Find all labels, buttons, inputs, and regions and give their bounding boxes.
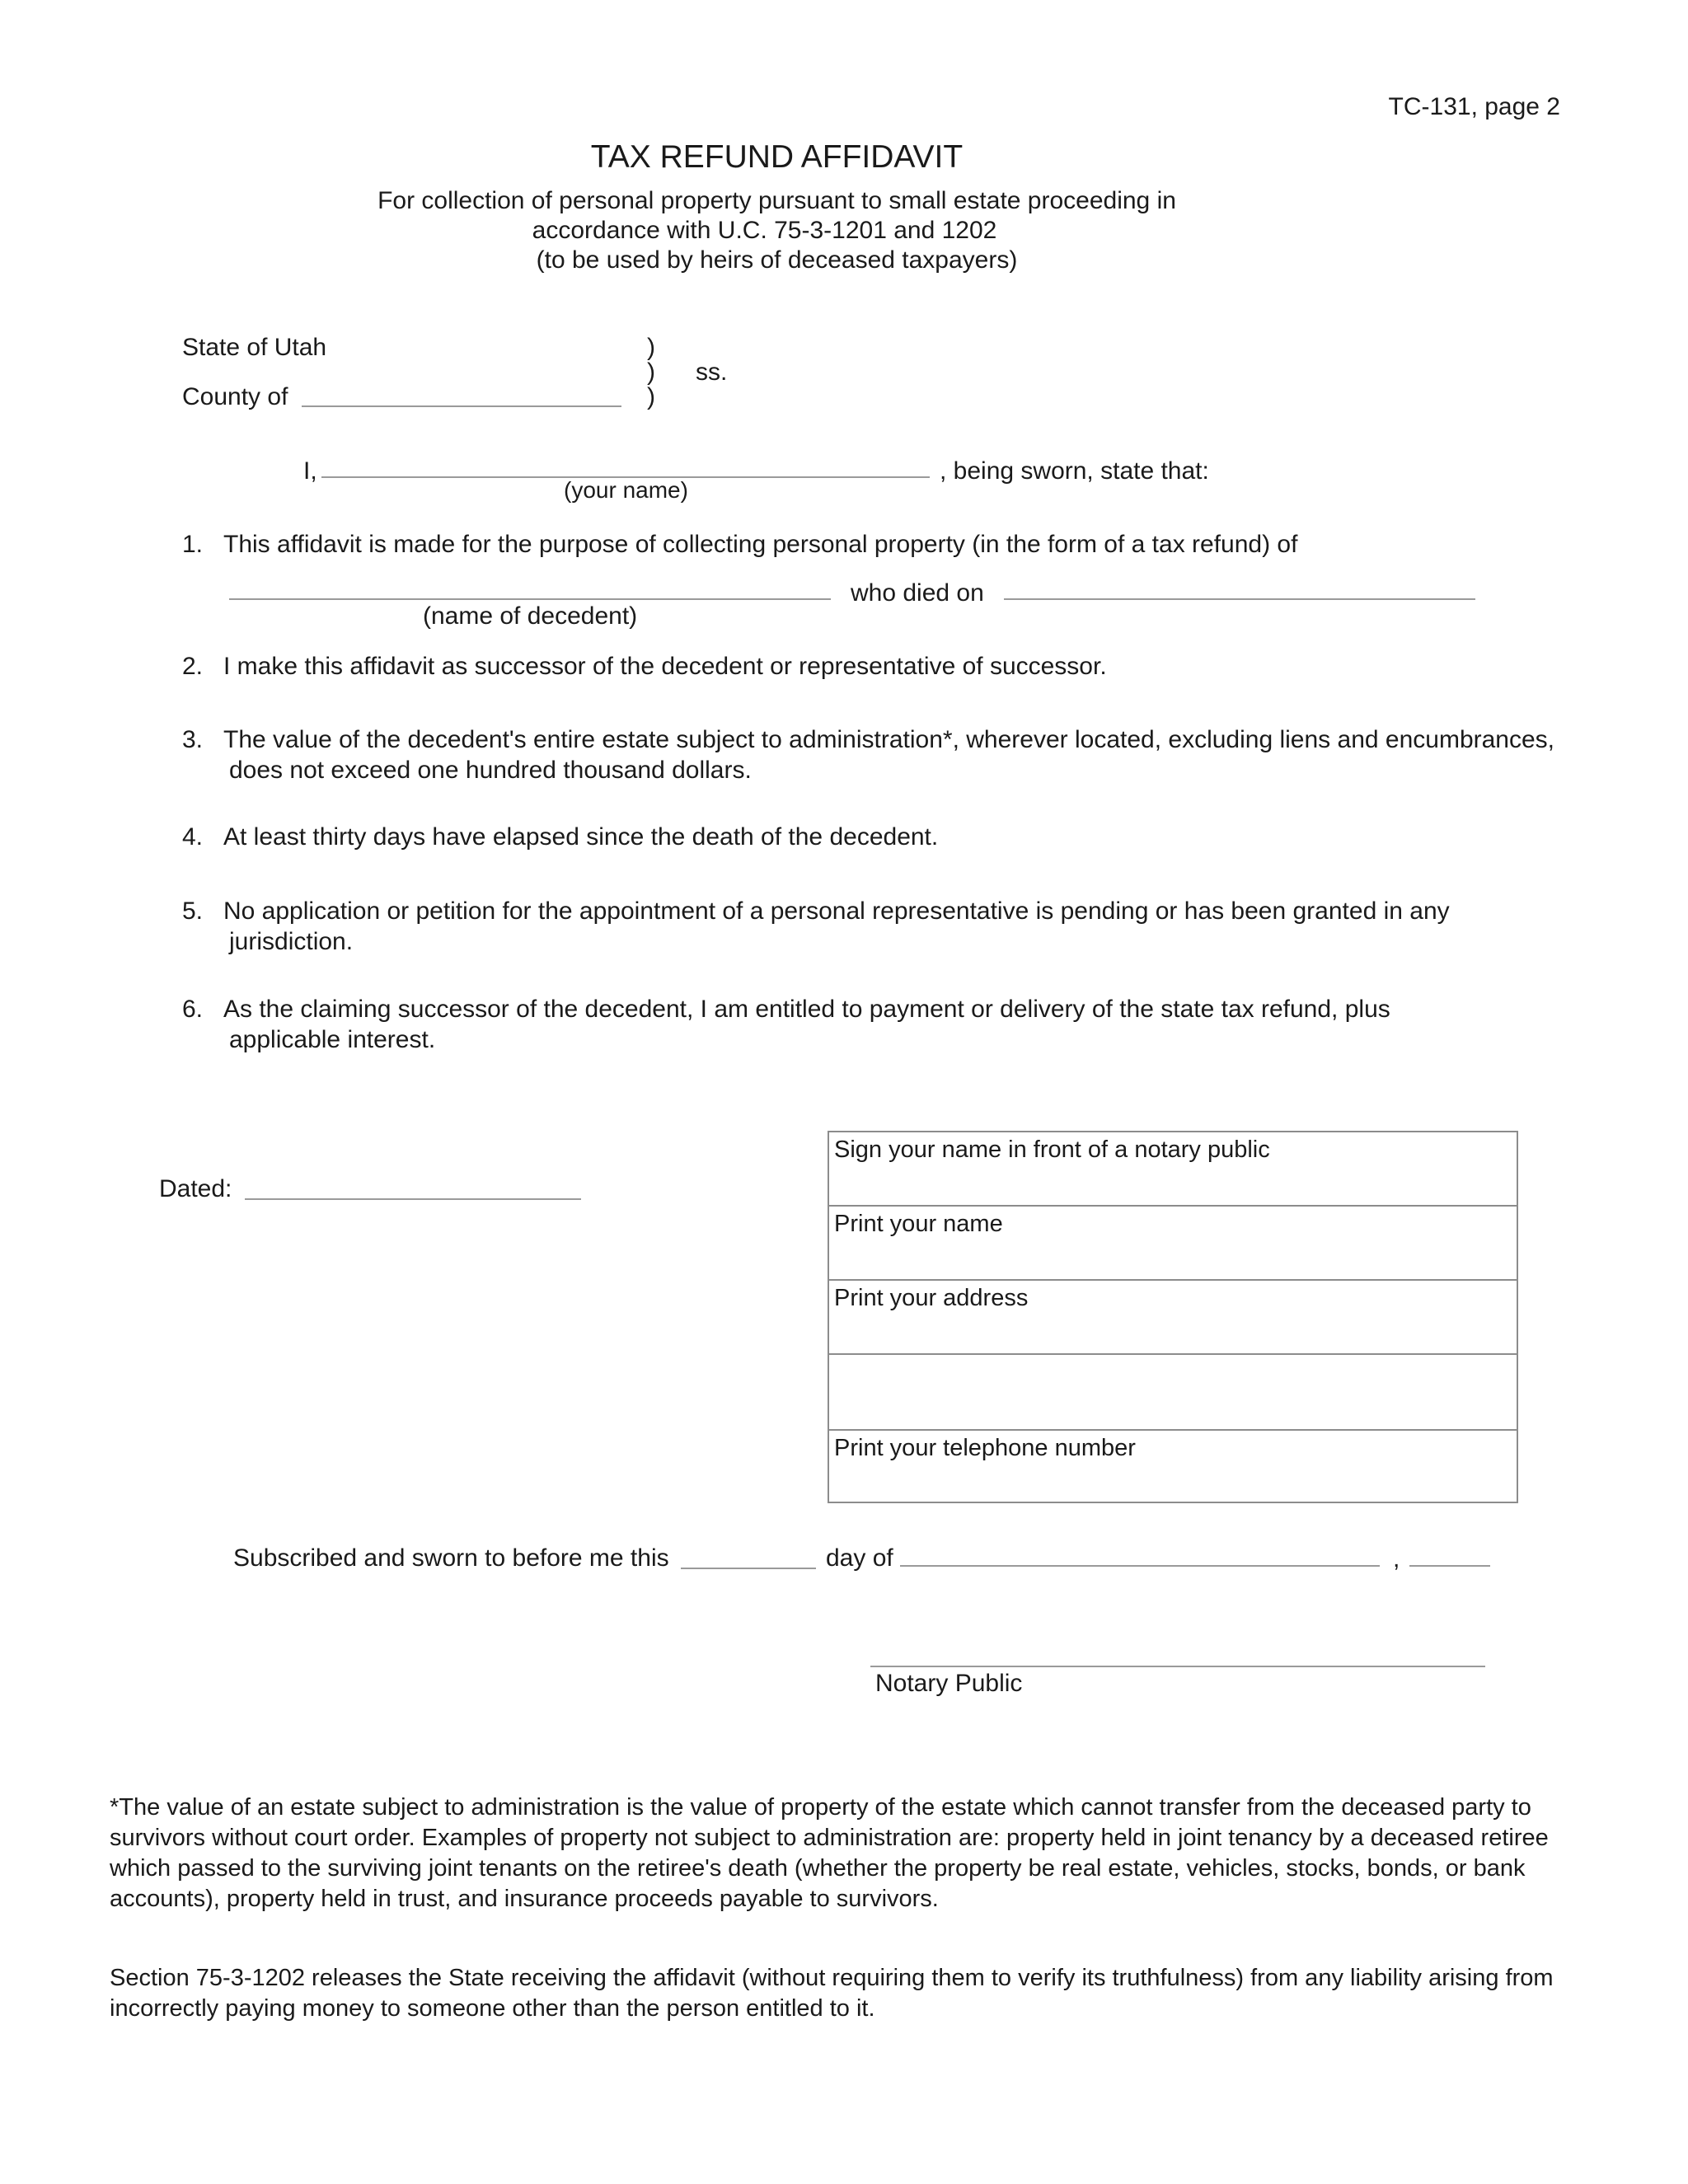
item-3 [182, 724, 1600, 785]
telephone-field[interactable] [829, 1431, 1517, 1503]
signature-field[interactable] [829, 1132, 1517, 1207]
item-3-text: The value of the decedent's entire estate subject to administration*, wherever located, excluding liens and encumbrances, [223, 726, 1555, 753]
subtitle-line-3: (to be used by heirs of deceased taxpayers) [536, 246, 1018, 274]
form-id: TC-131, page 2 [1388, 93, 1560, 120]
county-field[interactable] [302, 405, 621, 407]
jurat-year-field[interactable] [1409, 1565, 1490, 1567]
section-footnote: Section 75-3-1202 releases the State receiving the affidavit (without requiring them to verify its truthfulness) from any liability arising from incorrectly paying money to someone other than the person entitled to it. [110, 1965, 1554, 2022]
dated-field[interactable] [245, 1198, 581, 1200]
item-5-continuation: jurisdiction. [229, 928, 354, 955]
venue-paren-2: ) [647, 359, 655, 386]
item-2-number: 2. [182, 653, 204, 680]
subtitle-line-1: For collection of personal property pursuant to small estate proceeding in [377, 187, 1176, 214]
item-6-text: As the claiming successor of the decedent, I am entitled to payment or delivery of the state tax refund, plus [223, 996, 1390, 1023]
item-1-number: 1. [182, 531, 204, 558]
print-name-field[interactable] [829, 1207, 1517, 1281]
address-line-2-field[interactable] [829, 1355, 1517, 1431]
item-4 [182, 822, 1567, 852]
ss-label: ss. [696, 359, 728, 386]
venue-paren-3: ) [647, 383, 655, 410]
date-of-death-field[interactable] [1004, 598, 1475, 600]
jurat-day-field[interactable] [681, 1568, 816, 1569]
item-3-number: 3. [182, 726, 204, 753]
item-6-number: 6. [182, 996, 204, 1023]
item-2 [182, 651, 1567, 682]
jurat-comma: , [1393, 1545, 1400, 1572]
jurat-month-field[interactable] [900, 1565, 1380, 1567]
decedent-name-field[interactable] [229, 598, 831, 600]
died-on-label: who died on [851, 579, 984, 607]
item-6 [182, 994, 1567, 1055]
oath-suffix: , being sworn, state that: [940, 457, 1209, 485]
print-address-label: Print your address [834, 1285, 1029, 1311]
page-title: TAX REFUND AFFIDAVIT [590, 139, 964, 175]
signature-label: Sign your name in front of a notary public [834, 1137, 1270, 1163]
dated-label: Dated: [159, 1175, 232, 1202]
your-name-caption: (your name) [564, 477, 688, 503]
item-5 [182, 896, 1567, 957]
state-label: State of Utah [182, 334, 327, 361]
jurat-prefix: Subscribed and sworn to before me this [233, 1544, 669, 1572]
item-6-continuation: applicable interest. [229, 1026, 436, 1053]
jurat-day-of: day of [826, 1544, 893, 1572]
item-4-number: 4. [182, 823, 204, 851]
venue-paren-1: ) [647, 334, 655, 361]
item-4-text: At least thirty days have elapsed since the death of the decedent. [223, 823, 939, 851]
item-5-text: No application or petition for the appointment of a personal representative is pending or has been granted in any [223, 898, 1450, 925]
print-name-label: Print your name [834, 1211, 1003, 1237]
notary-public-label: Notary Public [875, 1670, 1023, 1697]
subtitle-line-2: accordance with U.C. 75-3-1201 and 1202 [532, 217, 997, 244]
county-label: County of [182, 383, 288, 410]
item-3-continuation: does not exceed one hundred thousand dollars. [229, 757, 752, 784]
item-1 [182, 529, 1567, 560]
decedent-name-caption: (name of decedent) [423, 602, 638, 630]
item-2-text: I make this affidavit as successor of the decedent or representative of successor. [223, 653, 1107, 680]
notary-signature-field[interactable] [870, 1666, 1485, 1667]
signature-box [828, 1131, 1518, 1503]
item-1-text: This affidavit is made for the purpose of collecting personal property (in the form of a tax refund) of [223, 531, 1298, 558]
print-address-field[interactable] [829, 1281, 1517, 1355]
item-5-number: 5. [182, 898, 204, 925]
asterisk-footnote: *The value of an estate subject to administration is the value of property of the estate which cannot transfer from the deceased party to survivors without court order. Examples of property not subject to administration are: property held in joint tenancy by a deceased retiree which passed to the surviving joint tenants on the retiree's death (whether the property be real estate, vehicles, stocks, bonds, or bank accounts), property held in trust, and insurance proceeds payable to survivors. [110, 1794, 1549, 1912]
oath-prefix: I, [303, 457, 317, 485]
telephone-label: Print your telephone number [834, 1435, 1136, 1461]
